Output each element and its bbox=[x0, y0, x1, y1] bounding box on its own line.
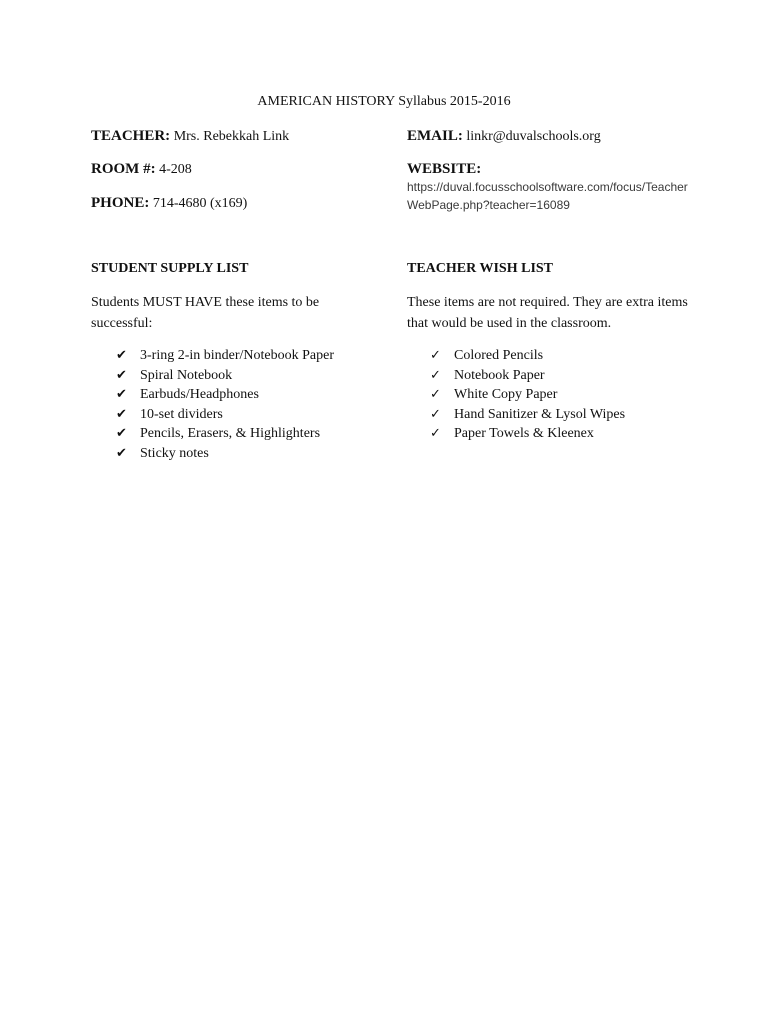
room-field bbox=[91, 161, 192, 178]
list-item bbox=[116, 424, 334, 444]
teacher-wish-intro: These items are not required. They are extra items that would be used in the classroom. bbox=[407, 295, 688, 331]
list-item bbox=[430, 366, 625, 386]
check-icon: ✓ bbox=[430, 348, 441, 363]
check-icon: ✔ bbox=[116, 387, 127, 402]
student-supply-list bbox=[116, 346, 334, 463]
email-field bbox=[407, 128, 601, 145]
phone-field bbox=[91, 195, 247, 212]
check-icon: ✔ bbox=[116, 348, 127, 363]
teacher-wish-heading: TEACHER WISH LIST bbox=[407, 261, 554, 276]
list-item bbox=[430, 424, 625, 444]
teacher-field bbox=[91, 128, 289, 145]
website-label: WEBSITE: bbox=[407, 161, 482, 177]
list-item bbox=[116, 385, 334, 405]
teacher-label: TEACHER: bbox=[91, 128, 171, 144]
list-item bbox=[430, 385, 625, 405]
list-item bbox=[116, 405, 334, 425]
check-icon: ✓ bbox=[430, 387, 441, 402]
phone-value: 714-4680 (x169) bbox=[149, 196, 248, 211]
list-item-label: Paper Towels & Kleenex bbox=[454, 426, 594, 441]
list-item bbox=[430, 346, 625, 366]
email-label: EMAIL: bbox=[407, 128, 463, 144]
list-item-label: Pencils, Erasers, & Highlighters bbox=[140, 426, 321, 441]
list-item bbox=[430, 405, 625, 425]
check-icon: ✔ bbox=[116, 426, 127, 441]
check-icon: ✓ bbox=[430, 426, 441, 441]
check-icon: ✔ bbox=[116, 367, 127, 383]
student-supply-intro: Students MUST HAVE these items to be successful: bbox=[91, 295, 320, 331]
list-item bbox=[116, 444, 334, 464]
room-label: ROOM #: bbox=[91, 161, 156, 177]
check-icon: ✔ bbox=[116, 406, 127, 422]
list-item-label: White Copy Paper bbox=[454, 387, 558, 402]
teacher-wish-list bbox=[430, 346, 625, 444]
website-field bbox=[407, 161, 481, 178]
list-item bbox=[116, 346, 334, 366]
list-item-label: Hand Sanitizer & Lysol Wipes bbox=[454, 406, 626, 422]
list-item-label: 10-set dividers bbox=[140, 406, 223, 422]
check-icon: ✓ bbox=[430, 406, 441, 422]
website-url-link[interactable]: https://duval.focusschoolsoftware.com/focus/TeacherWebPage.php?teacher=16089 bbox=[407, 180, 688, 212]
page-title: AMERICAN HISTORY Syllabus 2015-2016 bbox=[257, 94, 511, 109]
list-item-label: Notebook Paper bbox=[454, 367, 545, 383]
student-supply-heading: STUDENT SUPPLY LIST bbox=[91, 261, 249, 276]
phone-label: PHONE: bbox=[91, 195, 150, 211]
list-item-label: Spiral Notebook bbox=[140, 367, 233, 383]
list-item bbox=[116, 366, 334, 386]
list-item-label: Earbuds/Headphones bbox=[140, 387, 259, 402]
room-value: 4-208 bbox=[155, 162, 192, 177]
list-item-label: Colored Pencils bbox=[454, 348, 544, 363]
list-item-label: Sticky notes bbox=[140, 445, 209, 461]
check-icon: ✔ bbox=[116, 445, 127, 461]
email-value: linkr@duvalschools.org bbox=[462, 129, 601, 144]
check-icon: ✓ bbox=[430, 367, 441, 383]
teacher-value: Mrs. Rebekkah Link bbox=[170, 129, 290, 144]
list-item-label: 3-ring 2-in binder/Notebook Paper bbox=[140, 348, 335, 363]
